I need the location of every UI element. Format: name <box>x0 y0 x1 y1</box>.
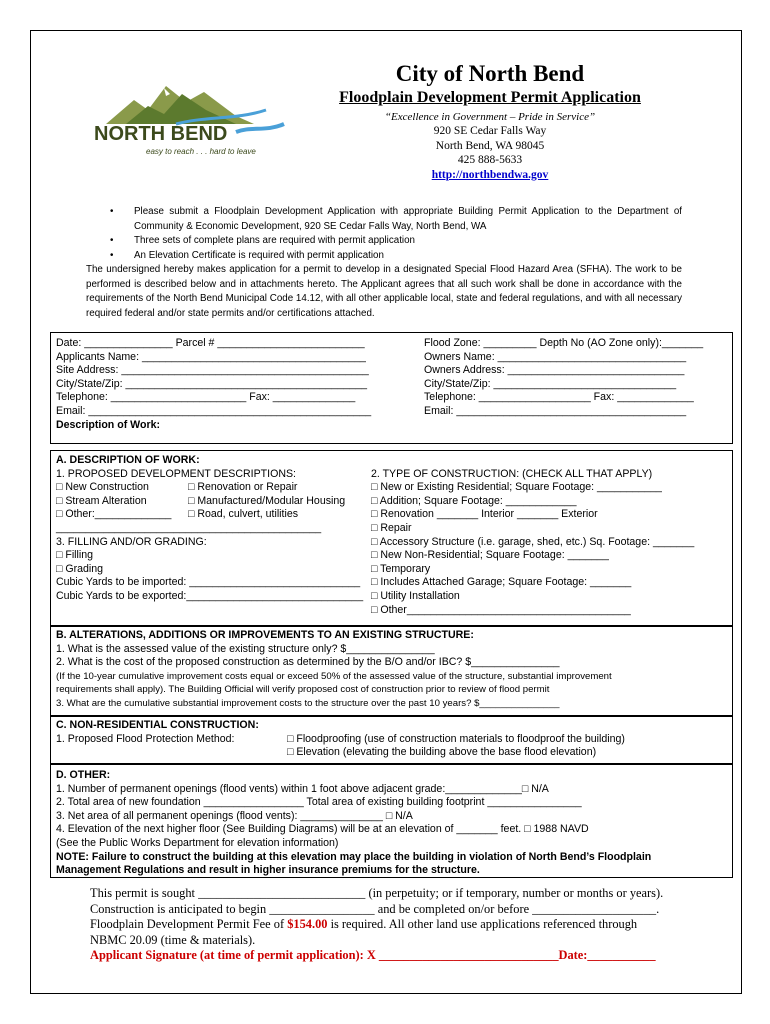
website-link[interactable]: http://northbendwa.gov <box>431 168 549 181</box>
flood-protection-label: 1. Proposed Flood Protection Method: <box>56 732 235 745</box>
owner-city-state-zip-field[interactable]: City/State/Zip: _______________________________ <box>424 377 677 390</box>
email-field[interactable]: Email: ________________________________________________ <box>56 404 372 417</box>
section-b-alterations <box>50 626 733 716</box>
new-construction-checkbox[interactable]: □ New Construction <box>56 481 149 494</box>
letterhead <box>300 60 680 183</box>
applicant-info-section <box>50 332 733 444</box>
description-of-work-label: Description of Work: <box>56 418 160 431</box>
residential-checkbox[interactable]: □ New or Existing Residential; Square Footage: ___________ <box>371 481 662 494</box>
flood-vents-field[interactable]: 1. Number of permanent openings (flood vents) within 1 foot above adjacent grade:_____________□ N/A <box>56 782 549 795</box>
city-title: City of North Bend <box>395 61 585 86</box>
owner-name-field[interactable]: Owners Name: ________________________________ <box>424 350 687 363</box>
street-address: 920 SE Cedar Falls Way <box>433 125 547 137</box>
floodproofing-checkbox[interactable]: □ Floodproofing (use of construction materials to floodproof the building) <box>287 732 625 745</box>
utility-installation-checkbox[interactable]: □ Utility Installation <box>371 589 460 602</box>
substantial-improvement-note: (If the 10-year cumulative improvement costs equal or exceed 50% of the assessed value of the structure, substantial improvement <box>56 670 612 682</box>
owner-address-field[interactable]: Owners Address: ______________________________ <box>424 364 685 377</box>
permit-fee-line <box>90 917 710 933</box>
instruction-bullet: • Please submit a Floodplain Development Application with appropriate Building Permit Application to the Department of Community & Economic Development, 920 SE Cedar Falls Way, North Bend, WA <box>134 205 682 234</box>
owner-email-field[interactable]: Email: _______________________________________ <box>424 404 687 417</box>
net-openings-area-field[interactable]: 3. Net area of all permanent openings (flood vents): ______________ □ N/A <box>56 809 413 822</box>
instruction-bullet: • An Elevation Certificate is required with permit application <box>134 249 682 264</box>
foundation-area-field[interactable]: 2. Total area of new foundation _________________ Total area of existing building footprint ________________ <box>56 796 582 809</box>
non-residential-checkbox[interactable]: □ New Non-Residential; Square Footage: _______ <box>371 549 609 562</box>
substantial-improvement-note-cont: requirements shall apply). The Building Official will verify proposed cost of construction prior to review of flood permit <box>56 684 550 696</box>
construction-dates-field[interactable]: Construction is anticipated to begin _________________ and be completed on/or before ____________________. <box>90 901 660 916</box>
manufactured-housing-checkbox[interactable]: □ Manufactured/Modular Housing <box>188 494 346 507</box>
other-construction-checkbox[interactable]: □ Other______________________________________ <box>371 603 631 616</box>
owner-telephone-fax-field[interactable]: Telephone: ___________________ Fax: _____________ <box>424 391 694 404</box>
section-b-heading: B. ALTERATIONS, ADDITIONS OR IMPROVEMENTS TO AN EXISTING STRUCTURE: <box>56 629 474 641</box>
accessory-structure-checkbox[interactable]: □ Accessory Structure (i.e. garage, shed, etc.) Sq. Footage: _______ <box>371 535 695 548</box>
repair-checkbox[interactable]: □ Repair <box>371 521 412 534</box>
date-parcel-field[interactable]: Date: _______________ Parcel # _________________________ <box>56 337 365 349</box>
renovation-repair-checkbox[interactable]: □ Renovation or Repair <box>188 481 298 494</box>
flood-zone-field[interactable]: Flood Zone: _________ Depth No (AO Zone only):_______ <box>424 337 704 349</box>
attached-garage-checkbox[interactable]: □ Includes Attached Garage; Square Footage: _______ <box>371 576 632 589</box>
form-title: Floodplain Development Permit Application <box>339 89 641 106</box>
road-culvert-checkbox[interactable]: □ Road, culvert, utilities <box>188 508 299 521</box>
filling-checkbox[interactable]: □ Filling <box>56 549 94 562</box>
logo-wordmark: NORTH BEND <box>94 123 228 145</box>
permit-duration-field[interactable]: This permit is sought ___________________________ (in perpetuity; or if temporary, number or months or years). <box>90 886 664 900</box>
violation-note: NOTE: Failure to construct the building at this elevation may place the building in violation of North Bend’s Floodplain <box>56 850 652 863</box>
cubic-yards-exported-field[interactable]: Cubic Yards to be exported:______________________________ <box>56 589 364 602</box>
instructions <box>88 205 682 321</box>
section-d-other <box>50 764 733 878</box>
instruction-bullet: • Three sets of complete plans are required with permit application <box>134 234 682 249</box>
other-development-checkbox[interactable]: □ Other:_____________ <box>56 508 172 521</box>
elevation-info-note: (See the Public Works Department for elevation information) <box>56 836 339 849</box>
city-motto: “Excellence in Government – Pride in Service” <box>384 111 596 123</box>
temporary-checkbox[interactable]: □ Temporary <box>371 562 431 575</box>
phone-number: 425 888-5633 <box>457 154 523 166</box>
construction-cost-field[interactable]: 2. What is the cost of the proposed construction as determined by the B/O and/or IBC? $_______________ <box>56 656 560 669</box>
construction-type-heading: 2. TYPE OF CONSTRUCTION: (CHECK ALL THAT APPLY) <box>371 467 653 480</box>
violation-note-cont: Management Regulations and result in higher insurance premiums for the structure. <box>56 864 480 877</box>
proposed-development-heading: 1. PROPOSED DEVELOPMENT DESCRIPTIONS: <box>56 467 296 480</box>
permit-terms <box>90 886 710 964</box>
permit-fee-amount: $154.00 <box>287 917 328 931</box>
applicant-signature-field[interactable]: Applicant Signature (at time of permit application): X _____________________________Date:___________ <box>90 948 656 962</box>
addition-checkbox[interactable]: □ Addition; Square Footage: ____________ <box>371 494 577 507</box>
cumulative-cost-field[interactable]: 3. What are the cumulative substantial improvement costs to the structure over the past 10 years? $_______________ <box>56 697 560 709</box>
section-c-non-residential <box>50 716 733 764</box>
telephone-fax-field[interactable]: Telephone: _______________________ Fax: ______________ <box>56 391 356 404</box>
applicant-name-field[interactable]: Applicants Name: ______________________________________ <box>56 350 366 363</box>
fee-text-cont: is required. All other land use applications referenced through <box>327 917 638 931</box>
grading-checkbox[interactable]: □ Grading <box>56 562 104 575</box>
other-description-blank[interactable]: _____________________________________________ <box>56 521 322 534</box>
city-state-zip-field[interactable]: City/State/Zip: _________________________________________ <box>56 377 368 390</box>
elevation-checkbox[interactable]: □ Elevation (elevating the building above the base flood elevation) <box>287 746 597 759</box>
renovation-checkbox[interactable]: □ Renovation _______ Interior _______ Exterior <box>371 508 598 521</box>
city-state-zip: North Bend, WA 98045 <box>435 139 545 152</box>
section-a-heading: A. DESCRIPTION OF WORK: <box>56 454 200 466</box>
section-a-description-of-work <box>50 450 733 626</box>
assessed-value-field[interactable]: 1. What is the assessed value of the existing structure only? $_______________ <box>56 642 435 655</box>
logo-tagline: easy to reach . . . hard to leave <box>146 147 256 156</box>
north-bend-logo <box>86 80 296 162</box>
declaration-paragraph: The undersigned hereby makes application for a permit to develop in a designated Special Flood Hazard Area (SFHA). The work to be performed is described below and in attachments hereto. The Applicant agrees that all such work shall be done in accordance with the requirements of the North Bend Municipal Code 14.12, with all other applicable local, state and federal regulations, and with all necessary required federal and/or state permits and/or certifications attached. <box>86 264 682 319</box>
stream-alteration-checkbox[interactable]: □ Stream Alteration <box>56 494 147 507</box>
cubic-yards-imported-field[interactable]: Cubic Yards to be imported: _____________________________ <box>56 576 361 589</box>
section-d-heading: D. OTHER: <box>56 769 111 781</box>
section-c-heading: C. NON-RESIDENTIAL CONSTRUCTION: <box>56 719 259 731</box>
nbmc-reference: NBMC 20.09 (time & materials). <box>90 932 256 947</box>
site-address-field[interactable]: Site Address: __________________________________________ <box>56 364 369 377</box>
filling-grading-heading: 3. FILLING AND/OR GRADING: <box>56 535 207 548</box>
fee-text: Floodplain Development Permit Fee of <box>90 917 288 931</box>
floor-elevation-field[interactable]: 4. Elevation of the next higher floor (See Building Diagrams) will be at an elevation of _______ feet. □ 1988 NAVD <box>56 823 589 836</box>
